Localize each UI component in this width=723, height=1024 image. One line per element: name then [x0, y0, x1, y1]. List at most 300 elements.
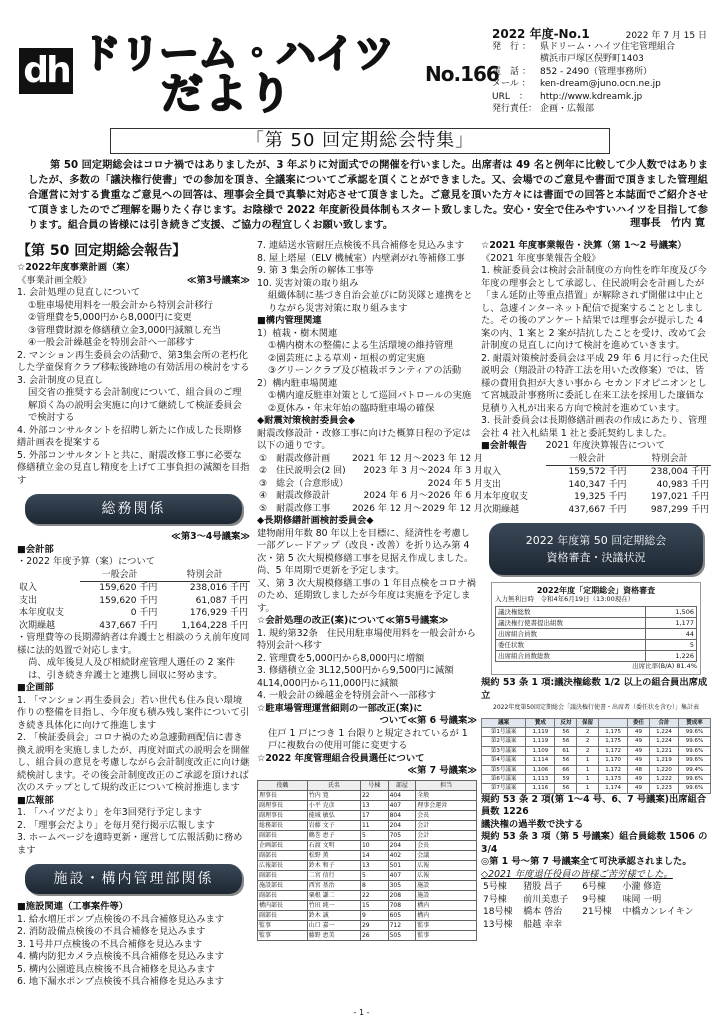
table-cell: 総務部長 [258, 820, 308, 830]
table-cell: 99.6% [679, 784, 711, 793]
yakuin-agenda: ≪第 7 号議案≫ [407, 765, 477, 776]
list-item: 5. 外部コンサルタントと共に、耐震改修工事に必要な修繕積立金の見直し精度を上げて工事負担の減額を目指す [17, 449, 250, 486]
table-cell: 61,087 千円 [195, 595, 248, 606]
page-number: - 1 - [353, 1008, 370, 1017]
list-item: 組織体制に基づき自治会並びに防災隊と連携をとりながら災害対策に取り組みます [268, 290, 473, 314]
qual-date: 入力無利日時 令和4年6月19日（13:00現在） [495, 595, 635, 603]
table-row [257, 465, 485, 478]
table-cell: 監事 [416, 920, 477, 930]
parking-text: 住戸 1 戸につき 1 台限りと規定されているが 1 戸に複数台の使用可能に変更する [268, 727, 468, 751]
table-cell: 企画部長 [258, 840, 308, 850]
table-cell: 議決権行使書提出組数 [496, 618, 646, 629]
table-cell: 2023 年 3 月～2024 年 3 月 [363, 466, 483, 476]
table-cell: 18号棟 [483, 907, 513, 918]
table-cell: 全般 [416, 790, 477, 800]
table-cell: 56 [555, 784, 577, 793]
table-cell: 1,224 [649, 737, 678, 746]
kessan-col-general: 一般会計 [546, 453, 628, 466]
table-cell: 208 [388, 890, 416, 900]
table-cell: 13 [360, 800, 388, 810]
table-cell: 味岡 一明 [622, 894, 662, 905]
table-row [258, 790, 477, 800]
table-cell: 岩藤 文子 [307, 820, 360, 830]
table-cell: 議決権総数 [496, 607, 646, 618]
table-row [258, 850, 477, 860]
table-cell: 構内 [416, 900, 477, 910]
shisetsu-list [17, 914, 250, 989]
column-header [599, 718, 628, 727]
table-cell: 1,172 [599, 765, 628, 774]
table-cell: 1,222 [649, 774, 678, 783]
list-item: 3. ホームページを適時更新・運営して広報活動に務めます [17, 832, 243, 856]
list-item: ①駐車場使用料を一般会計から特別会計移行 [28, 299, 213, 311]
table-cell: 8 [360, 880, 388, 890]
table-row [17, 620, 250, 633]
list-item: 1. 会計処理の見直しについて [17, 287, 141, 298]
table-row [482, 756, 711, 765]
table-cell: 14 [360, 850, 388, 860]
kikaku-heading: ■企画部 [17, 682, 54, 693]
list-item: 10. 災害対策の取り組み [257, 277, 359, 289]
table-cell: 49 [628, 774, 650, 783]
kessan-heading: ■会計報告 2021 年度決算報告について [481, 440, 665, 451]
table-cell: 次期繰越 [19, 620, 56, 631]
table-cell: 副理事長 [258, 800, 308, 810]
table-cell: 204 [388, 820, 416, 830]
list-item: 7. 連結送水管耐圧点検後不具合補修を見込みます [257, 240, 465, 251]
table-row [481, 894, 711, 907]
column-middle [257, 240, 483, 941]
rule-2: 規約 53 条 2 項(第 1～4 号、6、7 号議案)出席組合員数 1226 [481, 793, 707, 818]
parking-heading-2: ついて≪第 6 号議案≫ [379, 715, 477, 726]
kaikei-note-2: 尚、成年後見人及び相続財産管理人選任の 2 案件は、引き続き弁護士と連携し回収に努めます。 [28, 657, 236, 681]
table-cell: 10 [360, 840, 388, 850]
table-row [482, 737, 711, 746]
rule-1: 規約 53 条 1 項:議決権総数 1/2 以上の組合員出席成立 [481, 677, 708, 701]
table-row [258, 910, 477, 920]
table-cell: 第4号議案 [482, 756, 526, 765]
table-cell: 1 [577, 774, 599, 783]
table-cell: 1,506 [646, 607, 697, 618]
list-item: 3. 会計制度の見直し [17, 374, 104, 386]
table-cell: 構内部長 [258, 900, 308, 910]
kounai-heading: ■構内管理関連 [257, 315, 322, 326]
table-cell: 13号棟 [483, 919, 513, 930]
column-header: 保留 [577, 718, 599, 727]
budget-col-general: 一般会計 [80, 569, 160, 582]
table-cell: 11 [360, 820, 388, 830]
publisher-rows [492, 41, 717, 116]
intro-signature: 理事長 竹内 寛 [622, 218, 705, 230]
table-cell: 出席組合員数総数 [496, 651, 646, 662]
kounai-list [257, 328, 477, 416]
table-cell: 1 [577, 765, 599, 774]
table-cell: 56 [555, 756, 577, 765]
table-row [481, 491, 711, 504]
list-item: 3. 長計委員会は長期修繕計画表の作成にあたり、管理会社 4 社入札結果 1 社と委託契約しました。 [481, 415, 707, 439]
table-cell: 二宮 信行 [307, 870, 360, 880]
table-row [17, 582, 250, 595]
table-cell: 西宮 基治 [307, 880, 360, 890]
list-item: 8. 屋上塔屋（ELV 機械室）内壁剥がれ等補修工事 [257, 252, 465, 264]
list-item: 4. 外部コンサルタントを招聘し新たに作成した長期修繕計画表を提案する [17, 424, 242, 448]
list-item: 2. 「検証委員会」コロナ禍のため急遽動画配信に書き換え説明を実施しましたが、再度対面式の説明会を開催し、組合員の意見を考慮しながら会計制度改正に向け継続検討します。その後会計制度改正のご承認を頂ければ次のステップとして規約改正について検討推進します [17, 732, 250, 793]
table-cell [580, 919, 620, 932]
table-cell: 副理事長 [258, 810, 308, 820]
table-cell: 会長 [416, 810, 477, 820]
table-cell: 159,572 千円 [568, 467, 627, 477]
publisher-info [492, 28, 717, 116]
table-cell: 407 [388, 800, 416, 810]
table-cell: 第7号議案 [482, 784, 526, 793]
table-cell: ⑤ 耐震改修工事 [259, 503, 331, 514]
vote-title: 2022年度第50回定期総会「議決権行使書・出席者（委任状を含む）」集計表 [493, 704, 699, 711]
table-cell: 施設部長 [258, 880, 308, 890]
intro-text: 第 50 回定期総会はコロナ禍ではありましたが、3 年ぶりに対面式での開催を行いました。出席者は 49 名と例年に比較して少人数ではありましたが、多数の「議決権行使書」での参加を頂き、全議案についてご承認を頂くことができました。又、会場でのご意見や書面で頂きました管理組合運営に対する貴重なご意見への回答は、理事会全員で真摯に対応させて頂きました。ご意見を頂いた方々には書面での回答と本誌面でご紹介させて頂きましたのでご理解を賜りたく存じます。お陰様で 2022 年度新役員体制もスタート致しました。安心・安全で住みやすいハイツを目指して参ります。組合員の皆様には引き続きご支援、ご協力の程宜しくお願い致します。 [28, 160, 708, 231]
table-cell: 22 [360, 890, 388, 900]
table-cell: 鶴巻 恵子 [307, 830, 360, 840]
publisher-key: メール ： [492, 79, 531, 89]
choki-heading: ◆長期修繕計画検討委員会◆ [257, 515, 374, 526]
table-cell: 987,299 千円 [650, 504, 709, 515]
page-title: 「第 50 回定期総会特集」 [110, 128, 610, 154]
table-cell: 石渡 文明 [307, 840, 360, 850]
table-cell: 副部長 [258, 910, 308, 920]
list-item: 1）植栽・樹木関連 [257, 327, 338, 339]
officer-table [257, 780, 477, 941]
table-cell: 前川美恵子 [523, 894, 569, 905]
table-cell: 2 [577, 746, 599, 755]
table-row [482, 746, 711, 755]
table-cell: ③ 総会（合意形成） [259, 478, 349, 489]
publisher-key: 発 行 ： [492, 41, 531, 52]
table-cell: 監事 [258, 930, 308, 940]
table-cell: 402 [388, 850, 416, 860]
table-cell: 49 [628, 756, 650, 765]
table-row [257, 503, 485, 516]
table-cell: 0 千円 [130, 608, 158, 618]
kaisei-heading: ☆会計処理の改正(案)について≪第5号議案≫ [257, 615, 449, 626]
table-cell: 竹内 寛 [307, 790, 360, 800]
table-cell: 505 [388, 930, 416, 940]
table-cell: 66 [555, 765, 577, 774]
vote-table [481, 718, 711, 794]
column-header: 氏名 [307, 780, 360, 790]
table-row [257, 478, 485, 491]
table-cell: 収入 [483, 466, 502, 477]
table-cell: 第1号議案 [482, 727, 526, 736]
logo-title-bottom: だより [161, 69, 294, 118]
table-cell: 竹田 純一 [307, 900, 360, 910]
qual-rate: 出席比率(B/A) 81.4% [632, 662, 697, 670]
table-cell: 13 [360, 860, 388, 870]
table-cell: 1,109 [526, 746, 555, 755]
list-item: ③グリーンクラブ及び植栽ボランティアの活動 [268, 365, 462, 376]
publisher-value: 852 - 2490（管理事務所） [540, 66, 653, 77]
list-item: 1. 規約第32条 住民用駐車場使用料を一般会計から特別会計へ移す [257, 627, 476, 651]
table-row [258, 810, 477, 820]
table-cell: 40,983 千円 [656, 479, 709, 490]
table-row [481, 906, 711, 919]
list-item: ③管理費財源を修繕積立金3,000円減額し充当 [28, 324, 221, 336]
list-item: 2. 耐震対策検討委員会は平成 29 年 6 月に行った住民説明会（翔設計の特許工法を用いた改修案）では、皆様の費用負担が大きい事から セカンドオピニオンとして宮城設計事務所に委託し在来工法を採用した廉価な見積り入札が出来る方向で検討を進めています。 [481, 352, 709, 414]
kaikei-heading: ■会計部 [17, 543, 54, 555]
list-item: ①構内違反駐車対策として巡回パトロールの実施 [268, 390, 472, 401]
table-cell: 1,219 [649, 756, 678, 765]
list-item: 3. 修繕積立金 3L12,500円から9,500円に減額 4L14,000円から11,000円に減額 [257, 665, 463, 689]
table-cell: 712 [388, 920, 416, 930]
table-cell: 1,220 [649, 765, 678, 774]
masthead-logo [11, 14, 396, 118]
list-item: 1. 給水増圧ポンプ点検後の不具合補修見込みます [17, 913, 225, 925]
list-item: 4. 一般会計の繰越金を特別会計へ一部移す [257, 690, 437, 701]
yakuin-heading: ☆2022 年度管理組合役員選任について [257, 752, 425, 764]
column-header: 賛成率 [679, 718, 711, 727]
publisher-row [492, 53, 717, 66]
table-cell: 理事会運営 [416, 800, 477, 810]
table-row [481, 919, 711, 932]
table-cell: 鈴木 和子 [307, 860, 360, 870]
plan-subtitle: 《事業計画全般》 ≪第3号議案≫ [17, 274, 250, 286]
table-cell: 15 [360, 900, 388, 910]
list-item: 6. 地下漏水ポンプ点検後不具合補修を見込みます [17, 976, 225, 987]
column-right [481, 240, 711, 931]
table-cell: 1,164,228 千円 [181, 620, 248, 631]
rule-2b: 議決権の過半数で決する [481, 818, 584, 830]
thanks-table [481, 881, 711, 931]
table-row [496, 618, 697, 629]
table-cell: 1,170 [599, 756, 628, 765]
table-cell: 305 [388, 880, 416, 890]
table-cell: 7号棟 [483, 894, 507, 905]
table-row [481, 881, 711, 894]
table-row [496, 607, 697, 618]
table-cell: 99.6% [679, 756, 711, 765]
section-bar-somu: 総務関係 [25, 494, 242, 524]
plan-list [17, 287, 250, 487]
list-item: 5. 構内公園遊具点検後不具合補修を見込みます [17, 963, 215, 975]
table-cell: 5 [646, 640, 697, 651]
publisher-key: URL ： [492, 91, 528, 102]
table-cell: 支出 [19, 595, 38, 606]
table-cell: 次期繰越 [483, 504, 520, 515]
table-cell: 会長 [416, 840, 477, 850]
list-item: 1. 「マンション再生委員会」若い世代も住み良い環境作りの整備を目指し、今年度も積み残し案件について引き続き具体化に向けて推進します [17, 694, 250, 731]
table-cell: 49 [628, 746, 650, 755]
table-cell: 第6号議案 [482, 774, 526, 783]
thanks-heading: ◇2021 年度退任役員の皆様ご苦労様でした。 [481, 868, 673, 880]
table-cell: 29 [360, 920, 388, 930]
table-cell: 第5号議案 [482, 765, 526, 774]
table-cell: 支出 [483, 479, 502, 490]
table-cell: 2 [577, 737, 599, 746]
table-cell: 1,224 [649, 727, 678, 736]
publisher-row [492, 66, 717, 79]
table-cell: 705 [388, 830, 416, 840]
table-row [258, 900, 477, 910]
table-cell: 99.4% [679, 765, 711, 774]
table-row [496, 629, 697, 640]
table-cell: 19,325 千円 [574, 492, 627, 502]
table-cell: 2021 年 12 月～2023 年 12 月 [352, 453, 483, 464]
column-left [17, 240, 250, 989]
issue-date: 2022 年 7 月 15 日 [625, 31, 707, 41]
table-cell: 1,114 [526, 756, 555, 765]
table-cell: 2024 年 6 月～2026 年 6 月 [363, 491, 483, 501]
table-cell: 理事長 [258, 790, 308, 800]
table-cell: 1,116 [526, 784, 555, 793]
section-bar-shikaku: 2022 年度第 50 回定期総会 資格審査・決議状況 [489, 523, 703, 575]
table-cell: 1,173 [599, 774, 628, 783]
table-cell: 広報 [416, 870, 477, 880]
table-cell: 5号棟 [483, 882, 507, 893]
taishin-text: 耐震改修設計・改修工事に向けた概算日程の予定は以下の通りです。 [257, 427, 471, 451]
table-cell: 広報 [416, 860, 477, 870]
kessan-table [481, 453, 711, 517]
publisher-value: 横浜市戸塚区俣野町1403 [540, 54, 644, 64]
table-cell: 9 [360, 910, 388, 920]
table-row [258, 860, 477, 870]
table-cell: 中橋カンレイキン [622, 907, 694, 918]
list-item: 9. 第 3 集会所の解体工事等 [257, 265, 374, 276]
table-cell: 粟根 謙二 [307, 890, 360, 900]
table-cell: 副部長 [258, 870, 308, 880]
publisher-row [492, 91, 717, 104]
table-row [496, 640, 697, 651]
table-cell: 140,347 千円 [568, 479, 627, 490]
publisher-row [492, 103, 717, 116]
table-cell: 監事 [416, 930, 477, 940]
list-item: ④一般会計繰越金を特別会計へ一部移す [28, 337, 195, 348]
publisher-key: 電 話 ： [492, 66, 531, 77]
list-item: 1. 検証委員会は検討会計制度の方向性を昨年度及び今年度の理事会として承認し、住民説明会を計画したが「まん延防止等重点措置」が解除されず開催は中止とし、急遽インターネット配信で提案することとしました。その後のアンケート結果では理事会が提示した 4 案の内、1 案と 2 案が拮抗したことを受け、改めて会計制度の見直しに向けて検討を進めていきます。 [481, 265, 707, 351]
table-row [257, 490, 485, 503]
table-cell: 804 [388, 810, 416, 820]
table-cell: 197,021 千円 [650, 492, 709, 502]
table-cell: ① 耐震改修計画 [259, 453, 331, 464]
list-item: 国交省の推奨する会計制度について、組合員のご理解頂く為の説明会実施に向けて継続して検証委員会で検討する [28, 387, 242, 423]
table-cell: 176,929 千円 [189, 608, 248, 618]
list-item: 2）構内駐車場関連 [257, 377, 338, 389]
column-header: 反対 [555, 718, 577, 727]
list-item: 2. マンション再生委員会の活動で、第3集会所の老朽化した学童保育クラブ移転後跡地の有効活用の検討をする [17, 349, 250, 373]
table-cell: 猪股 昌子 [523, 882, 563, 893]
table-cell: 広報部長 [258, 860, 308, 870]
table-cell: 藤野 恵美 [307, 930, 360, 940]
table-cell: 49 [628, 727, 650, 736]
table-cell: 松野 薫 [307, 850, 360, 860]
table-cell: 小平 克彦 [307, 800, 360, 810]
table-cell: 2024 年 5 月 [427, 478, 483, 489]
table-cell: 5 [360, 830, 388, 840]
table-cell: 第3号議案 [482, 746, 526, 755]
logo-mark: dh [19, 48, 73, 94]
table-cell: 監事 [258, 920, 308, 930]
report-subtitle: 《2021 年度事業報告全般》 [481, 252, 601, 264]
table-row [258, 870, 477, 880]
kikaku-list [17, 695, 250, 795]
table-cell: 708 [388, 900, 416, 910]
budget-table [17, 569, 250, 633]
budget-col-special: 特別会計 [159, 569, 250, 582]
table-cell: 2026 年 12 月～2029 年 12 月 [352, 503, 483, 514]
table-cell: 22 [360, 790, 388, 800]
table-cell: 施設 [416, 890, 477, 900]
section-bar-shisetsu: 施設・構内管理部関係 [25, 864, 242, 894]
somu-agenda: ≪第3～4号議案≫ [171, 531, 250, 542]
table-cell: 21号棟 [582, 907, 612, 918]
table-cell: 48 [628, 765, 650, 774]
table-cell: 委任状数 [496, 640, 646, 651]
table-row [496, 651, 697, 662]
rule-3: 規約 53 条 3 項（第 5 号議案）組合員総数 1506 の 3/4 [481, 831, 708, 855]
logo-title-top: ドリーム・ハイツ [81, 31, 393, 77]
table-row [481, 479, 711, 492]
table-row [258, 830, 477, 840]
publisher-value: 企画・広報部 [540, 104, 595, 114]
table-cell: 副部長 [258, 830, 308, 840]
table-cell: 26 [360, 930, 388, 940]
table-cell: 437,667 千円 [99, 620, 158, 631]
table-row [482, 784, 711, 793]
table-cell: 407 [388, 870, 416, 880]
table-cell: 1,119 [526, 737, 555, 746]
table-row [482, 774, 711, 783]
table-cell: 1 [577, 784, 599, 793]
kaikei-note: ・管理費等の長期滞納者は弁護士と相談のうえ前年度同様に法的処置で対応します。 [17, 632, 250, 656]
table-cell: 204 [388, 840, 416, 850]
table-cell: 1,221 [649, 746, 678, 755]
list-item: 4. 構内防犯カメラ点検後不具合補修を見込みます [17, 951, 225, 962]
report-list [481, 265, 711, 440]
issue-number: No.166 [425, 62, 499, 86]
table-cell: 本年度収支 [19, 608, 65, 618]
plan-title: ☆2022年度事業計画（案） [17, 262, 135, 273]
kaisei-list [257, 628, 477, 703]
table-cell: 404 [388, 790, 416, 800]
table-row [481, 466, 711, 479]
table-cell: 施設 [416, 880, 477, 890]
column-header: 議案 [482, 718, 526, 727]
table-cell: 第2号議案 [482, 737, 526, 746]
column-header: 部屋 [388, 780, 416, 790]
taishin-schedule [257, 453, 485, 516]
table-cell: 44 [646, 629, 697, 640]
table-row [482, 727, 711, 736]
list-item: 1. 「ハイツだより」を年3回発行予定します [17, 807, 203, 818]
table-row [258, 800, 477, 810]
qual-title: 2022年度「定期総会」資格審査 [536, 586, 656, 595]
section-heading: 【第 50 回定期総会報告】 [17, 243, 187, 259]
table-cell: 本年度収支 [483, 492, 529, 502]
issue-year: 2022 年度-No.1 [492, 27, 590, 41]
table-cell: 1,226 [646, 651, 697, 662]
list-item: ①構内樹木の整備による生活環境の維持管理 [268, 340, 453, 351]
table-cell: ② 住民説明会(2 回) [259, 466, 346, 476]
list-item: ②管理費を5,000円から8,000円に変更 [28, 312, 192, 323]
table-cell: 会計 [416, 820, 477, 830]
table-cell: 2 [577, 727, 599, 736]
table-cell: 17 [360, 810, 388, 820]
list-item: ②園芸班による草刈・垣根の剪定実施 [268, 352, 426, 364]
rule-4: ◎第 1 号～第 7 号議案全て可決承認されました。 [481, 856, 692, 868]
table-cell: 1,172 [599, 746, 628, 755]
table-cell: 鈴木 誠 [307, 910, 360, 920]
table-cell: 1,175 [599, 737, 628, 746]
table-row [482, 765, 711, 774]
table-cell: 副部長 [258, 850, 308, 860]
table-cell: 5 [360, 870, 388, 880]
